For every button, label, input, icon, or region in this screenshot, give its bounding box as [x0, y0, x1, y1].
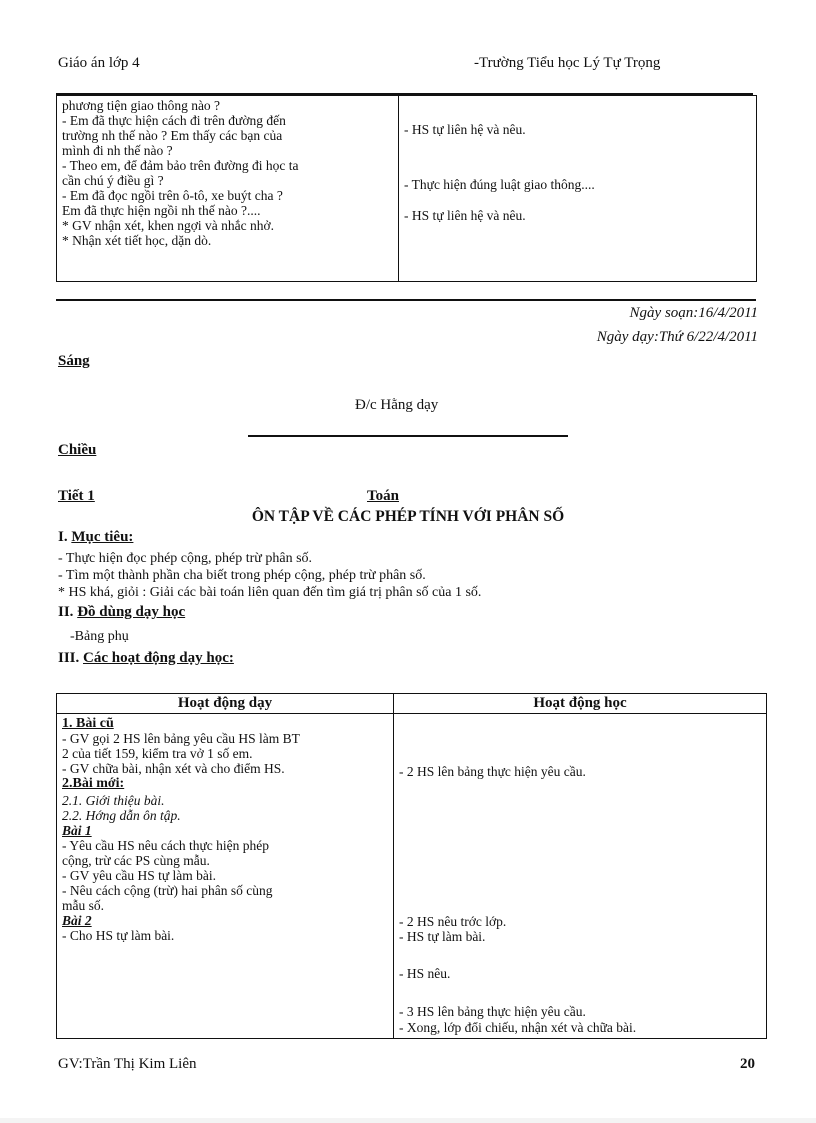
ngay-soan: Ngày soạn:16/4/2011	[629, 305, 758, 321]
hoat-dong-heading	[58, 650, 234, 667]
bai-cu-line: 2 của tiết 159, kiểm tra vở 1 số em.	[62, 746, 253, 761]
mid-rule	[248, 435, 568, 437]
hoat-dong-number: III.	[58, 650, 80, 666]
huong-dan-line: 2.2. Hớng dẫn ôn tập.	[62, 808, 181, 823]
do-dung-heading	[58, 604, 185, 621]
top-table-right-cell	[399, 96, 757, 282]
bai2-line: - Cho HS tự làm bài.	[62, 928, 175, 943]
chieu-label: Chiều	[58, 442, 97, 458]
top-left-line: - Theo em, để đảm bảo trên đường đi học ta	[62, 158, 299, 173]
top-right-line: - HS tự liên hệ và nêu.	[404, 122, 526, 137]
do-dung-item: -Bảng phụ	[70, 629, 129, 644]
top-left-line: Em đã thực hiện ngồi nh thế nào ?....	[62, 203, 261, 218]
bai1-line: - Yêu cầu HS nêu cách thực hiện phép	[62, 838, 269, 853]
hoc-line: - HS nêu.	[399, 966, 451, 981]
muc-tieu-item: - Tìm một thành phần cha biết trong phép cộng, phép trừ phân số.	[58, 568, 426, 583]
main-table	[56, 693, 767, 1039]
muc-tieu-number: I.	[58, 529, 68, 545]
hoc-line: - 3 HS lên bảng thực hiện yêu cầu.	[399, 1004, 586, 1019]
header-left: Giáo án lớp 4	[58, 55, 140, 71]
bai1-heading: Bài 1	[62, 823, 92, 838]
header-right: -Trường Tiểu học Lý Tự Trọng	[474, 55, 661, 71]
bai-cu-heading: 1. Bài cũ	[62, 716, 114, 731]
ngay-day: Ngày dạy:Thứ 6/22/4/2011	[596, 329, 758, 345]
bai1-line: cộng, trừ các PS cùng mẫu.	[62, 853, 210, 868]
bai-moi-heading: 2.Bài mới:	[62, 776, 125, 791]
top-right-line: - HS tự liên hệ và nêu.	[404, 208, 526, 223]
tiet-label: Tiết 1	[58, 488, 95, 504]
col-header-hoc: Hoạt động học	[394, 694, 767, 714]
dc-hang-day: Đ/c Hằng dạy	[355, 397, 439, 413]
main-left-cell	[57, 714, 394, 1039]
top-right-line: - Thực hiện đúng luật giao thông....	[404, 177, 595, 192]
section-rule	[56, 299, 756, 301]
muc-tieu-item: - Thực hiện đọc phép cộng, phép trừ phân số.	[58, 551, 313, 566]
col-header-day: Hoạt động dạy	[57, 694, 394, 714]
footer-teacher: GV:Trần Thị Kim Liên	[58, 1056, 197, 1072]
top-left-line: cần chú ý điều gì ?	[62, 173, 164, 188]
bai-cu-line: - GV chữa bài, nhận xét và cho điểm HS.	[62, 761, 285, 776]
bai-cu-line: - GV gọi 2 HS lên bảng yêu cầu HS làm BT	[62, 731, 300, 746]
lesson-title: ÔN TẬP VỀ CÁC PHÉP TÍNH VỚI PHÂN SỐ	[251, 508, 565, 525]
do-dung-title: Đồ dùng dạy học	[77, 604, 186, 620]
bai1-line: - Nêu cách cộng (trừ) hai phân số cùng	[62, 883, 273, 898]
top-left-line: - Em đã đọc ngồi trên ô-tô, xe buýt cha ?	[62, 188, 283, 203]
page-number: 20	[740, 1056, 755, 1072]
muc-tieu-item: * HS khá, giỏi : Giải các bài toán liên quan đến tìm giá trị phân số của 1 số.	[58, 585, 482, 600]
sang-label: Sáng	[58, 353, 90, 369]
hoc-line: - HS tự làm bài.	[399, 929, 486, 944]
hoc-line: - Xong, lớp đổi chiếu, nhận xét và chữa bài.	[399, 1020, 637, 1035]
gioi-thieu-line: 2.1. Giới thiệu bài.	[62, 793, 165, 808]
hoat-dong-title: Các hoạt động dạy học:	[83, 650, 234, 666]
hoc-line: - 2 HS nêu trớc lớp.	[399, 914, 507, 929]
bai1-line: - GV yêu cầu HS tự làm bài.	[62, 868, 217, 883]
do-dung-number: II.	[58, 604, 74, 620]
top-left-line: * GV nhận xét, khen ngợi và nhắc nhở.	[62, 218, 274, 233]
top-left-line: phương tiện giao thông nào ?	[62, 98, 221, 113]
top-table	[56, 95, 757, 282]
bai1-line: mẫu số.	[62, 898, 104, 913]
main-right-cell	[394, 714, 767, 1039]
top-left-line: mình đi nh thế nào ?	[62, 143, 173, 158]
top-left-line: - Em đã thực hiện cách đi trên đường đến	[62, 113, 286, 128]
top-left-line: * Nhận xét tiết học, dặn dò.	[62, 233, 212, 248]
muc-tieu-title: Mục tiêu:	[71, 529, 134, 545]
muc-tieu-heading	[58, 529, 133, 546]
top-left-line: trường nh thế nào ? Em thấy các bạn của	[62, 128, 283, 143]
bai2-heading: Bài 2	[62, 913, 92, 928]
hoc-line: - 2 HS lên bảng thực hiện yêu cầu.	[399, 764, 586, 779]
subject-label: Toán	[367, 488, 399, 504]
page-bottom-edge	[0, 1118, 816, 1123]
top-table-left-cell	[57, 96, 399, 282]
